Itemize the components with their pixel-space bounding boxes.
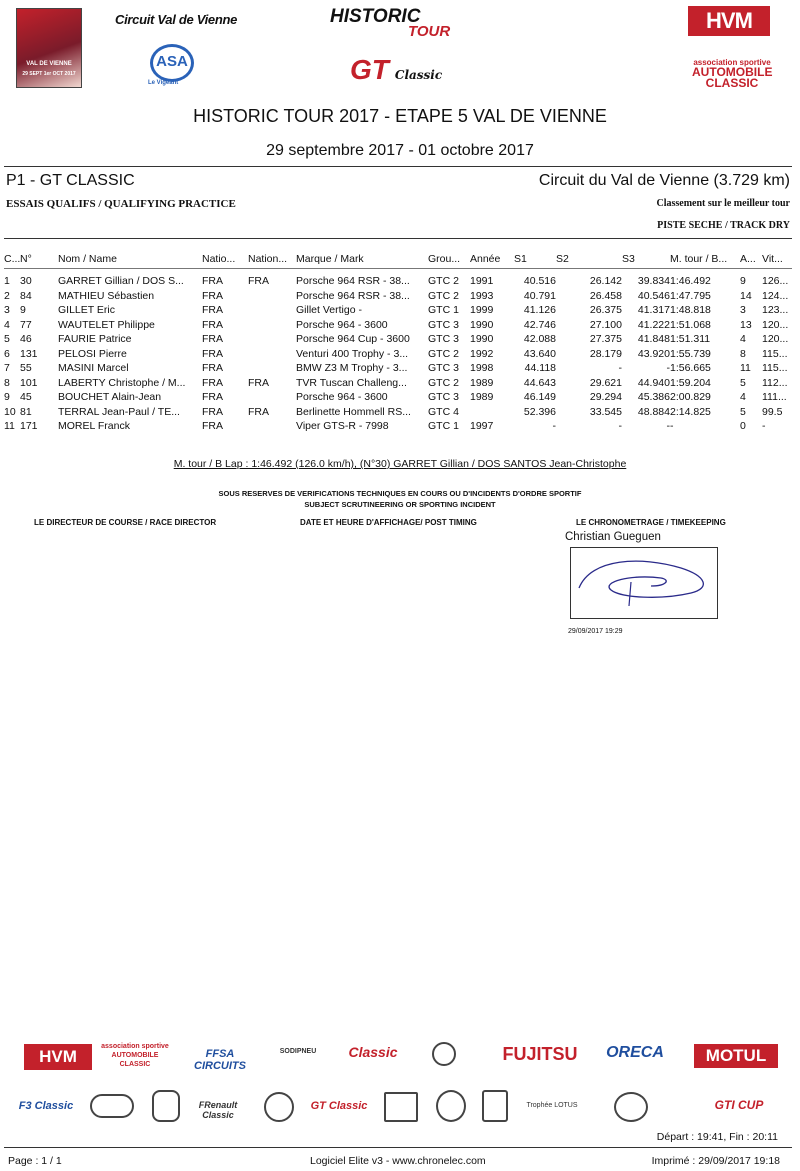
- table-cell: FRA: [202, 362, 223, 375]
- table-cell: 27.375: [589, 333, 622, 346]
- poster-date: 29 SEPT 1er OCT 2017: [22, 71, 76, 77]
- ranking-note: Classement sur le meilleur tour: [656, 198, 790, 209]
- column-header[interactable]: A...: [740, 252, 762, 268]
- table-cell: 1:51.311: [670, 333, 711, 346]
- table-row: [4, 347, 792, 362]
- timekeeper-name: Christian Gueguen: [565, 531, 661, 543]
- table-cell: Venturi 400 Trophy - 3...: [296, 347, 409, 360]
- best-lap-summary: M. tour / B Lap : 1:46.492 (126.0 km/h), (N°30) GARRET Gillian / DOS SANTOS Jean-Christophe: [173, 458, 627, 470]
- table-cell: 5: [740, 405, 746, 418]
- table-cell: 39.834: [637, 275, 670, 288]
- table-cell: 1998: [470, 362, 494, 375]
- table-cell: Porsche 964 RSR - 38...: [296, 289, 410, 302]
- table-cell: FRA: [202, 318, 223, 331]
- column-header[interactable]: Natio...: [202, 252, 248, 268]
- table-cell: 131: [20, 347, 38, 360]
- table-cell: 41.848: [637, 333, 670, 346]
- table-cell: 120...: [762, 318, 789, 331]
- divider: [4, 1147, 792, 1148]
- sponsor-logo: F3 Classic: [18, 1100, 74, 1112]
- table-cell: 115...: [762, 347, 788, 360]
- table-cell: -: [762, 420, 766, 433]
- table-cell: GTC 2: [428, 289, 459, 302]
- table-cell: 40.516: [523, 275, 556, 288]
- table-cell: GTC 4: [428, 405, 459, 418]
- tour-word: TOUR: [408, 23, 451, 40]
- table-cell: Porsche 964 RSR - 38...: [296, 275, 410, 288]
- table-cell: GTC 1: [428, 420, 459, 433]
- table-cell: GTC 3: [428, 362, 459, 375]
- signature-stamp: 29/09/2017 19:29: [568, 628, 623, 635]
- table-cell: 1:46.492: [670, 275, 711, 288]
- table-row: [4, 303, 792, 318]
- event-dates: 29 septembre 2017 - 01 octobre 2017: [266, 142, 534, 159]
- column-header[interactable]: N°: [20, 252, 58, 268]
- table-cell: 11: [4, 420, 15, 433]
- table-cell: 45: [20, 391, 32, 404]
- table-cell: 3: [4, 304, 10, 317]
- sponsor-logo: GT Classic: [310, 1100, 368, 1112]
- gt-classic-logo: GT Classic: [350, 54, 443, 85]
- table-cell: 1999: [470, 304, 494, 317]
- table-cell: 26.375: [589, 304, 622, 317]
- table-cell: 1992: [470, 347, 494, 360]
- table-cell: BMW Z3 M Trophy - 3...: [296, 362, 408, 375]
- column-header[interactable]: S2: [556, 252, 622, 268]
- table-cell: -: [670, 420, 674, 433]
- sponsor-badge: [432, 1042, 456, 1066]
- divider: [4, 166, 792, 167]
- table-row: [4, 289, 792, 304]
- table-cell: 44.940: [637, 376, 670, 389]
- table-cell: [248, 332, 296, 347]
- sponsor-badge: [384, 1092, 418, 1122]
- table-cell: Berlinette Hommell RS...: [296, 405, 411, 418]
- sponsor-badge: [614, 1092, 648, 1122]
- table-row: [4, 419, 792, 434]
- table-cell: 1:51.068: [670, 318, 711, 331]
- table-cell: 33.545: [589, 405, 622, 418]
- table-cell: GTC 1: [428, 304, 459, 317]
- table-cell: -: [618, 362, 622, 375]
- reserves-notice: [0, 488, 800, 510]
- table-cell: [248, 419, 296, 434]
- table-cell: 55: [20, 362, 32, 375]
- table-cell: 1990: [470, 318, 494, 331]
- asa-logo: ASA: [150, 44, 194, 82]
- table-cell: 1:47.795: [670, 289, 711, 302]
- table-cell: TERRAL Jean-Paul / TE...: [58, 405, 180, 418]
- sponsor-logo: ORECA: [606, 1044, 664, 1061]
- table-cell: 0: [740, 420, 746, 433]
- table-cell: 10: [4, 405, 16, 418]
- table-cell: 7: [4, 362, 10, 375]
- column-header[interactable]: Année: [470, 252, 514, 268]
- table-cell: 115...: [762, 362, 788, 375]
- column-header[interactable]: Marque / Mark: [296, 252, 428, 268]
- table-cell: 41.126: [523, 304, 556, 317]
- table-cell: 9: [20, 304, 26, 317]
- table-cell: 1997: [470, 420, 494, 433]
- table-cell: 9: [740, 275, 746, 288]
- table-cell: MOREL Franck: [58, 420, 130, 433]
- table-cell: -: [552, 420, 556, 433]
- table-cell: [248, 303, 296, 318]
- table-cell: 43.640: [523, 347, 556, 360]
- table-row: [4, 405, 792, 420]
- table-cell: 14: [740, 289, 752, 302]
- table-cell: FRA: [202, 289, 223, 302]
- table-cell: 43.920: [637, 347, 670, 360]
- sponsor-badge: [482, 1090, 508, 1122]
- table-cell: 1993: [470, 289, 494, 302]
- table-cell: FAURIE Patrice: [58, 333, 132, 346]
- start-end-times: Départ : 19:41, Fin : 20:11: [656, 1131, 778, 1143]
- table-cell: FRA: [202, 347, 223, 360]
- sponsor-badge: [152, 1090, 180, 1122]
- sponsor-logos: [14, 1038, 784, 1130]
- table-cell: 8: [740, 347, 746, 360]
- table-cell: 44.643: [523, 376, 556, 389]
- table-cell: 99.5: [762, 405, 783, 418]
- poster-title: VAL DE VIENNE: [26, 61, 72, 67]
- table-cell: [248, 390, 296, 405]
- table-cell: 46: [20, 333, 32, 346]
- column-header[interactable]: S3: [622, 252, 670, 268]
- table-cell: 84: [20, 289, 32, 302]
- table-cell: 52.396: [523, 405, 556, 418]
- table-cell: 4: [740, 391, 746, 404]
- table-cell: 41.317: [637, 304, 670, 317]
- table-row: [4, 390, 792, 405]
- table-cell: FRA: [248, 376, 269, 389]
- table-cell: GTC 2: [428, 347, 459, 360]
- table-cell: 101: [20, 376, 38, 389]
- table-cell: 42.746: [523, 318, 556, 331]
- results-header-row: [4, 252, 792, 268]
- table-cell: 28.179: [589, 347, 622, 360]
- sponsor-badge: [90, 1094, 134, 1118]
- table-cell: 8: [4, 376, 10, 389]
- table-cell: 1989: [470, 391, 494, 404]
- sponsor-logo: FFSA CIRCUITS: [194, 1048, 246, 1072]
- table-cell: 9: [4, 391, 10, 404]
- table-cell: 42.088: [523, 333, 556, 346]
- table-row: [4, 361, 792, 376]
- table-cell: TVR Tuscan Challeng...: [296, 376, 407, 389]
- table-cell: 5: [740, 376, 746, 389]
- table-cell: Porsche 964 Cup - 3600: [296, 333, 410, 346]
- table-cell: FRA: [248, 405, 269, 418]
- table-cell: FRA: [202, 420, 223, 433]
- table-cell: FRA: [202, 304, 223, 317]
- asa-logo-sub: Le Vigeant: [148, 80, 179, 86]
- table-cell: 6: [4, 347, 10, 360]
- table-cell: FRA: [202, 333, 223, 346]
- signature-image: [570, 547, 718, 619]
- results-body: [4, 268, 792, 434]
- table-cell: 29.621: [589, 376, 622, 389]
- sponsor-badge: [264, 1092, 294, 1122]
- asac-logo: association sportive AUTOMOBILE CLASSIC: [692, 58, 773, 90]
- table-cell: 2:00.829: [670, 391, 711, 404]
- table-cell: 26.458: [589, 289, 622, 302]
- table-cell: FRA: [202, 376, 223, 389]
- table-cell: 77: [20, 318, 32, 331]
- table-cell: 112...: [762, 376, 788, 389]
- circuit-val-de-vienne-logo: Circuit Val de Vienne: [115, 12, 238, 27]
- table-cell: 46.149: [523, 391, 556, 404]
- timekeeping-label: LE CHRONOMETRAGE / TIMEKEEPING: [576, 518, 726, 527]
- race-director-label: LE DIRECTEUR DE COURSE / RACE DIRECTOR: [34, 518, 217, 527]
- table-cell: 81: [20, 405, 32, 418]
- table-cell: -: [618, 420, 622, 433]
- table-cell: 5: [4, 333, 10, 346]
- software-credit: Logiciel Elite v3 - www.chronelec.com: [310, 1155, 486, 1167]
- table-cell: 41.222: [637, 318, 670, 331]
- reserves-en: SUBJECT SCRUTINEERING OR SPORTING INCIDENT: [304, 500, 496, 509]
- table-cell: 1:48.818: [670, 304, 711, 317]
- table-cell: 26.142: [589, 275, 622, 288]
- table-cell: 1991: [470, 275, 494, 288]
- table-cell: 2:14.825: [670, 405, 711, 418]
- column-header[interactable]: S1: [514, 252, 556, 268]
- page-title: HISTORIC TOUR 2017 - ETAPE 5 VAL DE VIENNE: [193, 106, 607, 126]
- table-cell: 29.294: [589, 391, 622, 404]
- table-cell: 40.791: [523, 289, 556, 302]
- table-cell: -: [666, 362, 670, 375]
- sponsor-logo: MOTUL: [694, 1044, 778, 1068]
- table-cell: 48.884: [637, 405, 670, 418]
- results-table: [4, 252, 792, 434]
- historic-word: HISTORIC: [330, 6, 421, 27]
- post-timing-label: DATE ET HEURE D'AFFICHAGE/ POST TIMING: [300, 518, 477, 527]
- table-cell: GTC 2: [428, 376, 459, 389]
- event-poster-image: [16, 8, 82, 88]
- table-cell: 1:55.739: [670, 347, 711, 360]
- table-row: [4, 332, 792, 347]
- table-cell: [470, 405, 514, 420]
- table-cell: 171: [20, 420, 38, 433]
- table-cell: 1990: [470, 333, 494, 346]
- table-cell: LABERTY Christophe / M...: [58, 376, 186, 389]
- table-cell: GARRET Gillian / DOS S...: [58, 275, 184, 288]
- sponsor-logo: HVM: [24, 1044, 92, 1070]
- table-cell: FRA: [248, 275, 269, 288]
- table-cell: Gillet Vertigo -: [296, 304, 362, 317]
- table-cell: 1:56.665: [670, 362, 711, 375]
- table-cell: FRA: [202, 391, 223, 404]
- reserves-fr: SOUS RESERVES DE VERIFICATIONS TECHNIQUES EN COURS OU D'INCIDENTS D'ORDRE SPORTIF: [218, 489, 582, 498]
- column-header[interactable]: Nom / Name: [58, 252, 202, 268]
- table-cell: Porsche 964 - 3600: [296, 391, 388, 404]
- table-cell: FRA: [202, 405, 223, 418]
- sponsor-logo: FUJITSU: [502, 1044, 578, 1064]
- sponsor-logo: association sportive AUTOMOBILE CLASSIC: [101, 1043, 169, 1068]
- table-row: [4, 376, 792, 391]
- session-name: P1 - GT CLASSIC: [6, 172, 135, 189]
- table-cell: 13: [740, 318, 752, 331]
- table-cell: 1:59.204: [670, 376, 711, 389]
- print-timestamp: Imprimé : 29/09/2017 19:18: [651, 1155, 780, 1167]
- sponsor-logo: Classic: [348, 1044, 398, 1060]
- table-cell: 2: [4, 289, 10, 302]
- table-cell: GTC 3: [428, 391, 459, 404]
- circuit-name: Circuit du Val de Vienne (3.729 km): [538, 172, 790, 189]
- table-cell: MATHIEU Sébastien: [58, 289, 155, 302]
- table-cell: GTC 3: [428, 333, 459, 346]
- divider: [4, 238, 792, 239]
- table-cell: [248, 289, 296, 304]
- sponsor-logo: Trophée LOTUS: [526, 1102, 578, 1109]
- table-cell: GTC 3: [428, 318, 459, 331]
- track-condition: PISTE SECHE / TRACK DRY: [657, 220, 790, 231]
- table-cell: 3: [740, 304, 746, 317]
- table-cell: MASINI Marcel: [58, 362, 129, 375]
- table-cell: 123...: [762, 304, 789, 317]
- table-cell: Porsche 964 - 3600: [296, 318, 388, 331]
- sponsor-logo: FRenault Classic: [198, 1100, 238, 1120]
- table-cell: FRA: [202, 275, 223, 288]
- table-cell: 126...: [762, 275, 789, 288]
- sponsor-badge: [436, 1090, 466, 1122]
- table-cell: GTC 2: [428, 275, 459, 288]
- table-cell: 120...: [762, 333, 789, 346]
- historic-tour-logo: [330, 6, 450, 40]
- table-cell: 4: [740, 333, 746, 346]
- column-header[interactable]: Vit...: [762, 252, 792, 268]
- table-cell: GILLET Eric: [58, 304, 115, 317]
- table-row: [4, 274, 792, 289]
- table-cell: Viper GTS-R - 7998: [296, 420, 389, 433]
- column-header[interactable]: Grou...: [428, 252, 470, 268]
- table-cell: 40.546: [637, 289, 670, 302]
- table-cell: 124...: [762, 289, 789, 302]
- table-cell: 27.100: [589, 318, 622, 331]
- column-header[interactable]: C...: [4, 252, 20, 268]
- table-cell: [248, 361, 296, 376]
- table-cell: [248, 347, 296, 362]
- table-cell: 1: [4, 275, 10, 288]
- hvm-racing-logo: HVM: [688, 6, 770, 36]
- header-logos: [0, 0, 800, 100]
- table-cell: BOUCHET Alain-Jean: [58, 391, 162, 404]
- table-cell: -: [666, 420, 670, 433]
- column-header[interactable]: Nation...: [248, 252, 296, 268]
- page-number: Page : 1 / 1: [8, 1155, 62, 1167]
- table-cell: WAUTELET Philippe: [58, 318, 155, 331]
- table-cell: [248, 318, 296, 333]
- table-cell: 44.118: [524, 362, 556, 375]
- table-cell: 30: [20, 275, 32, 288]
- table-cell: PELOSI Pierre: [58, 347, 127, 360]
- sponsor-logo: SODIPNEU: [279, 1048, 317, 1055]
- session-type: ESSAIS QUALIFS / QUALIFYING PRACTICE: [6, 198, 236, 210]
- table-cell: 4: [4, 318, 10, 331]
- table-row: [4, 318, 792, 333]
- table-cell: 111...: [762, 391, 787, 404]
- column-header[interactable]: M. tour / B...: [670, 252, 740, 268]
- table-cell: 45.386: [637, 391, 670, 404]
- table-cell: 11: [740, 362, 751, 375]
- table-cell: 1989: [470, 376, 494, 389]
- sponsor-logo: GTI CUP: [714, 1098, 764, 1112]
